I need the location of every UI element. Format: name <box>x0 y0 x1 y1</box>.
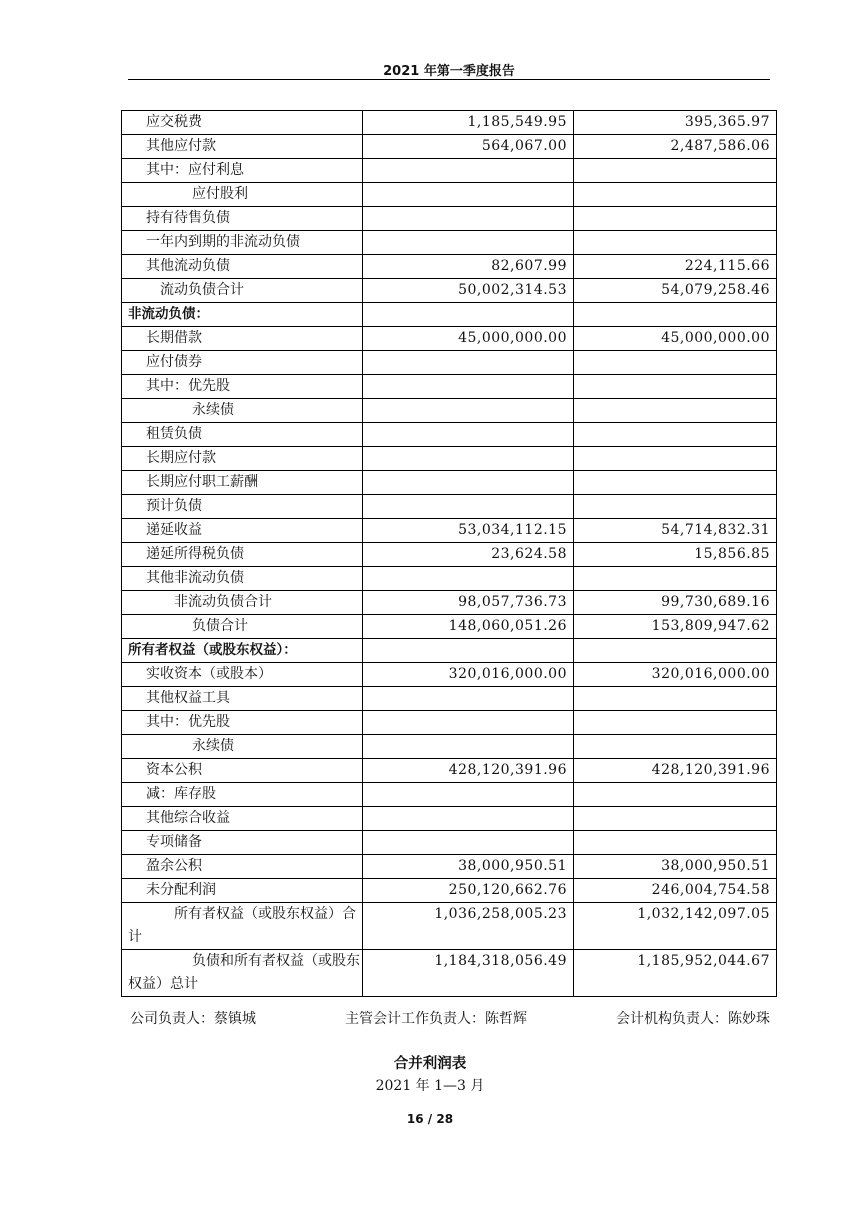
table-row <box>122 759 777 783</box>
table-row <box>122 231 777 255</box>
prior-value <box>574 735 777 759</box>
prior-value: 45,000,000.00 <box>574 327 777 351</box>
prior-value <box>574 207 777 231</box>
prior-value: 153,809,947.62 <box>574 615 777 639</box>
row-label: 长期应付职工薪酬 <box>122 471 363 495</box>
row-label: 其中：优先股 <box>122 711 363 735</box>
row-label: 永续债 <box>122 399 363 423</box>
row-label: 其他流动负债 <box>122 255 363 279</box>
table-row <box>122 159 777 183</box>
row-label: 资本公积 <box>122 759 363 783</box>
row-label: 其中：应付利息 <box>122 159 363 183</box>
row-label: 递延所得税负债 <box>122 543 363 567</box>
current-value: 564,067.00 <box>363 135 574 159</box>
table-row <box>122 591 777 615</box>
current-value <box>363 447 574 471</box>
row-label: 未分配利润 <box>122 879 363 903</box>
row-label: 长期借款 <box>122 327 363 351</box>
income-statement-period: 2021 年 1—3 月 <box>375 1078 485 1094</box>
row-label: 非流动负债合计 <box>122 591 363 615</box>
table-row <box>122 447 777 471</box>
table-row <box>122 423 777 447</box>
row-label-line2: 计 <box>128 929 142 945</box>
prior-value <box>574 399 777 423</box>
row-label: 其他权益工具 <box>122 687 363 711</box>
prior-value: 1,032,142,097.05 <box>574 903 777 950</box>
prior-value: 2,487,586.06 <box>574 135 777 159</box>
row-label-wrapped <box>122 903 363 950</box>
header-rule <box>128 79 770 80</box>
prior-value: 224,115.66 <box>574 255 777 279</box>
row-label-line2: 权益）总计 <box>128 976 198 992</box>
table-row <box>122 327 777 351</box>
table-row <box>122 135 777 159</box>
prior-value <box>574 783 777 807</box>
current-value: 45,000,000.00 <box>363 327 574 351</box>
current-value: 320,016,000.00 <box>363 663 574 687</box>
current-value <box>363 831 574 855</box>
current-value: 82,607.99 <box>363 255 574 279</box>
current-value: 38,000,950.51 <box>363 855 574 879</box>
prior-value <box>574 807 777 831</box>
current-value <box>363 639 574 663</box>
row-label: 租赁负债 <box>122 423 363 447</box>
table-row <box>122 375 777 399</box>
balance-sheet-table <box>121 110 777 997</box>
table-row <box>122 855 777 879</box>
table-row <box>122 279 777 303</box>
table-row <box>122 543 777 567</box>
table-row <box>122 183 777 207</box>
page-number: 16 / 28 <box>406 1112 454 1126</box>
prior-value <box>574 687 777 711</box>
table-row <box>122 111 777 135</box>
table-row <box>122 471 777 495</box>
row-label: 流动负债合计 <box>122 279 363 303</box>
row-label: 应付债券 <box>122 351 363 375</box>
table-row <box>122 903 777 950</box>
current-value <box>363 735 574 759</box>
current-value <box>363 303 574 327</box>
current-value: 428,120,391.96 <box>363 759 574 783</box>
table-row <box>122 303 777 327</box>
current-value <box>363 495 574 519</box>
prior-value <box>574 567 777 591</box>
current-value <box>363 687 574 711</box>
accounting-org-head-signature: 会计机构负责人：陈妙珠 <box>616 1011 770 1027</box>
current-value <box>363 183 574 207</box>
prior-value: 246,004,754.58 <box>574 879 777 903</box>
prior-value <box>574 375 777 399</box>
section-heading: 所有者权益（或股东权益）： <box>122 639 363 663</box>
table-row <box>122 783 777 807</box>
row-label-wrapped <box>122 950 363 997</box>
current-value: 50,002,314.53 <box>363 279 574 303</box>
prior-value <box>574 639 777 663</box>
prior-value: 395,365.97 <box>574 111 777 135</box>
current-value: 98,057,736.73 <box>363 591 574 615</box>
current-value <box>363 783 574 807</box>
row-label: 其他应付款 <box>122 135 363 159</box>
row-label: 永续债 <box>122 735 363 759</box>
prior-value: 54,714,832.31 <box>574 519 777 543</box>
table-row <box>122 255 777 279</box>
table-row <box>122 687 777 711</box>
current-value <box>363 567 574 591</box>
page-header-title: 2021 年第一季度报告 <box>383 64 515 79</box>
row-label: 实收资本（或股本） <box>122 663 363 687</box>
table-row <box>122 879 777 903</box>
table-row <box>122 495 777 519</box>
prior-value <box>574 447 777 471</box>
signature-line <box>130 1008 770 1028</box>
table-row <box>122 615 777 639</box>
prior-value: 1,185,952,044.67 <box>574 950 777 997</box>
current-value <box>363 375 574 399</box>
current-value <box>363 423 574 447</box>
current-value <box>363 711 574 735</box>
table-row <box>122 711 777 735</box>
current-value <box>363 399 574 423</box>
table-row <box>122 735 777 759</box>
row-label-line1: 所有者权益（或股东权益）合 <box>174 906 356 922</box>
current-value <box>363 807 574 831</box>
current-value: 250,120,662.76 <box>363 879 574 903</box>
row-label: 递延收益 <box>122 519 363 543</box>
table-row <box>122 399 777 423</box>
current-value: 23,624.58 <box>363 543 574 567</box>
current-value: 1,185,549.95 <box>363 111 574 135</box>
prior-value <box>574 351 777 375</box>
income-statement-title: 合并利润表 <box>393 1056 467 1072</box>
current-value <box>363 351 574 375</box>
current-value: 53,034,112.15 <box>363 519 574 543</box>
table-row <box>122 663 777 687</box>
row-label: 盈余公积 <box>122 855 363 879</box>
prior-value: 38,000,950.51 <box>574 855 777 879</box>
row-label: 专项储备 <box>122 831 363 855</box>
company-head-signature: 公司负责人：蔡镇城 <box>130 1011 256 1027</box>
prior-value <box>574 231 777 255</box>
table-row <box>122 807 777 831</box>
prior-value <box>574 711 777 735</box>
row-label-line1: 负债和所有者权益（或股东 <box>192 953 360 969</box>
prior-value: 54,079,258.46 <box>574 279 777 303</box>
table-row <box>122 207 777 231</box>
row-label: 其中：优先股 <box>122 375 363 399</box>
prior-value: 99,730,689.16 <box>574 591 777 615</box>
current-value: 1,184,318,056.49 <box>363 950 574 997</box>
row-label: 持有待售负债 <box>122 207 363 231</box>
row-label: 预计负债 <box>122 495 363 519</box>
row-label: 其他综合收益 <box>122 807 363 831</box>
row-label: 一年内到期的非流动负债 <box>122 231 363 255</box>
prior-value <box>574 495 777 519</box>
current-value <box>363 471 574 495</box>
current-value <box>363 159 574 183</box>
row-label: 长期应付款 <box>122 447 363 471</box>
prior-value: 15,856.85 <box>574 543 777 567</box>
table-row <box>122 639 777 663</box>
current-value <box>363 207 574 231</box>
table-row <box>122 567 777 591</box>
table-row <box>122 351 777 375</box>
prior-value <box>574 471 777 495</box>
prior-value <box>574 303 777 327</box>
prior-value <box>574 183 777 207</box>
row-label: 应交税费 <box>122 111 363 135</box>
prior-value <box>574 831 777 855</box>
prior-value: 428,120,391.96 <box>574 759 777 783</box>
table-row <box>122 831 777 855</box>
section-heading: 非流动负债： <box>122 303 363 327</box>
row-label: 应付股利 <box>122 183 363 207</box>
current-value: 1,036,258,005.23 <box>363 903 574 950</box>
table-row <box>122 519 777 543</box>
table-row <box>122 950 777 997</box>
row-label: 减：库存股 <box>122 783 363 807</box>
prior-value: 320,016,000.00 <box>574 663 777 687</box>
row-label: 其他非流动负债 <box>122 567 363 591</box>
prior-value <box>574 423 777 447</box>
row-label: 负债合计 <box>122 615 363 639</box>
current-value <box>363 231 574 255</box>
accounting-head-signature: 主管会计工作负责人：陈哲辉 <box>345 1011 527 1027</box>
current-value: 148,060,051.26 <box>363 615 574 639</box>
prior-value <box>574 159 777 183</box>
